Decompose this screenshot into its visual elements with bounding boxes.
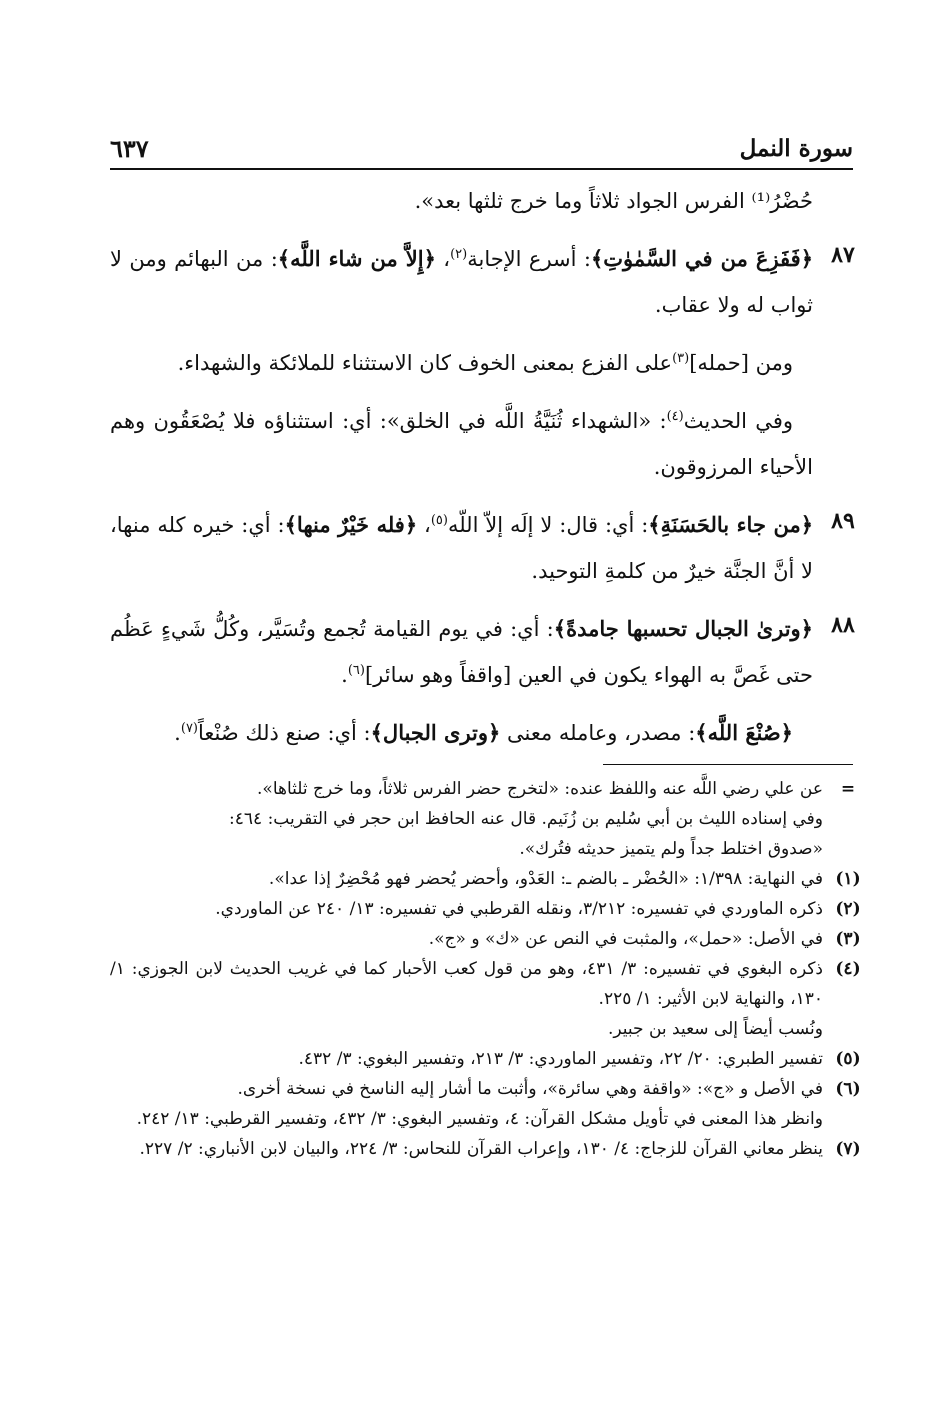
verse-number: ٨٧ [831, 242, 855, 268]
verse-block-87 [110, 236, 873, 328]
commentary-text: : من البهائم ومن لا ثواب له ولا عقاب. [110, 247, 813, 317]
footnote-text [110, 1074, 823, 1134]
footnote-6 [110, 1074, 873, 1134]
footnote-line: عن علي رضي اللَّه عنه واللفظ عنده: «لتخرج حضر الفرس ثلاثاً، وما خرج ثلثاها». [257, 779, 823, 799]
footnote-ref[interactable]: (٤) [666, 409, 684, 424]
footnote-number: (٥) [835, 1049, 861, 1069]
footnote-5 [110, 1044, 873, 1074]
footnote-line: وانظر هذا المعنى في تأويل مشكل القرآن: ٤، وتفسير البغوي: ٣/ ٤٣٢، وتفسير القرطبي: ١٣/ ٢٤٢. [136, 1109, 823, 1129]
paragraph-text: : أي: صنع ذلك صُنْعاً [198, 721, 371, 745]
separator-text: ، [417, 513, 431, 537]
footnote-ref[interactable]: (٧) [180, 721, 198, 736]
header-divider [110, 168, 853, 170]
footnote-text [110, 774, 823, 864]
commentary-paragraph [110, 340, 813, 386]
quran-quote: ﴿إِلاَّ من شاء اللَّه﴾ [277, 246, 436, 271]
commentary-text: : أي: قال: لا إلَه إلاّ اللّه [447, 513, 649, 537]
footnote-text [110, 924, 823, 954]
commentary-text: : أي: خيره كله منها، لا أنَّ الجنَّة خيرٌ من كلمةِ التوحيد. [110, 513, 813, 583]
paragraph-text: : «الشهداء ثُنَيَّةُ اللَّه في الخلق»: أي: استثناؤه فلا يُصْعَقُون وهم الأحياء المرزوقون. [110, 409, 813, 479]
footnote-ref[interactable]: (٦) [347, 663, 365, 678]
verse-commentary [110, 606, 813, 698]
footnote-line: تفسير الطبري: ٢٠/ ٢٢، وتفسير الماوردي: ٣/ ٢١٣، وتفسير البغوي: ٣/ ٤٣٢. [298, 1049, 823, 1069]
footnote-ref[interactable]: (٣) [672, 351, 690, 366]
paragraph-text: : مصدر، وعامله معنى [500, 721, 696, 745]
verse-number: ٨٩ [831, 508, 855, 534]
footnote-line: ينظر معاني القرآن للزجاج: ٤/ ١٣٠، وإعراب القرآن للنحاس: ٣/ ٢٢٤، والبيان لابن الأنباري: ٢/ ٢٢٧. [139, 1139, 823, 1159]
footnote-line: ذكره البغوي في تفسيره: ٣/ ٤٣١، وهو من قول كعب الأحبار كما في غريب الحديث لابن الجوزي: ١/ ١٣٠، والنهاية لابن الأثير: ١/ ٢٢٥. [110, 959, 823, 1009]
separator-text: ، [435, 247, 451, 271]
commentary-text: : أسرع الإجابة [467, 247, 591, 271]
verse-block-88 [110, 606, 873, 698]
footnote-ref[interactable]: (٢) [450, 247, 468, 262]
footnote-line: وفي إسناده الليث بن أبي سُليم بن زُنَيم. قال عنه الحافظ ابن حجر في التقريب: ٤٦٤: [229, 809, 823, 829]
footnote-number: (٢) [835, 899, 861, 919]
paragraph-text: على الفزع بمعنى الخوف كان الاستثناء للملائكة والشهداء. [177, 351, 673, 375]
paragraph-text: ومن [حمله] [689, 351, 793, 375]
commentary-text: : أي: في يوم القيامة تُجمع وتُسَيَّر، وكُلُّ شَيءٍ عَظُم حتى غَصَّ به الهواء يكون في العين [واقفاً وهو سائر] [110, 617, 813, 687]
verse-number: ٨٨ [831, 612, 855, 638]
footnote-number: (١) [835, 869, 861, 889]
footnote-3 [110, 924, 873, 954]
quran-quote: ﴿صُنْعَ اللَّه﴾ [695, 720, 793, 745]
footnote-line: ونُسب أيضاً إلى سعيد بن جبير. [608, 1019, 823, 1039]
quran-quote: ﴿فله خَيْرٌ منها﴾ [284, 512, 418, 537]
commentary-paragraph [110, 398, 813, 490]
page-number: ٦٣٧ [110, 133, 149, 163]
quran-quote: ﴿فَفَزِعَ من في السَّمٰوٰتِ﴾ [590, 246, 813, 271]
paragraph-text: . [174, 721, 181, 745]
footnote-text [110, 954, 823, 1044]
footnote-2 [110, 894, 873, 924]
footnote-line: «صدوق اختلط جداً ولم يتميز حديثه فتُرك». [519, 839, 823, 859]
verse-block-89 [110, 502, 873, 594]
continuation-paragraph [110, 178, 813, 224]
verse-commentary [110, 236, 813, 328]
footnote-text [110, 864, 823, 894]
paragraph-text: وفي الحديث [683, 409, 793, 433]
footnote-text [110, 894, 823, 924]
footnote-number: = [840, 779, 856, 799]
footnote-number: (٣) [835, 929, 861, 949]
page-header [110, 128, 853, 168]
verse-commentary [110, 502, 813, 594]
paragraph-text: حُضْرُ⁽¹⁾ الفرس الجواد ثلاثاً وما خرج ثلثها بعد». [414, 189, 813, 213]
footnote-text [110, 1044, 823, 1074]
footnote-number: (٤) [835, 959, 861, 979]
footnotes [110, 774, 873, 1164]
footnote-ref[interactable]: (٥) [430, 513, 448, 528]
footnote-number: (٦) [835, 1079, 861, 1099]
quran-quote: ﴿وترىٰ الجبال تحسبها جامدةً﴾ [553, 616, 813, 641]
commentary-paragraph [110, 710, 813, 756]
quran-quote: ﴿من جاء بالحَسَنَةِ﴾ [648, 512, 814, 537]
main-text [110, 178, 873, 768]
footnote-1 [110, 864, 873, 894]
footnotes-divider [603, 764, 853, 765]
commentary-text: . [341, 663, 348, 687]
footnote-7 [110, 1134, 873, 1164]
footnote-line: ذكره الماوردي في تفسيره: ٣/٢١٢، ونقله القرطبي في تفسيره: ١٣/ ٢٤٠ عن الماوردي. [215, 899, 823, 919]
footnote-text [110, 1134, 823, 1164]
surah-title: سورة النمل [739, 134, 853, 162]
footnote-continuation [110, 774, 873, 864]
footnote-4 [110, 954, 873, 1044]
footnote-line: في الأصل: «حمل»، والمثبت في النص عن «ك» و «ج». [428, 929, 823, 949]
quran-quote: ﴿وترى الجبال﴾ [370, 720, 501, 745]
footnote-line: في النهاية: ١/٣٩٨: «الحُضْر ـ بالضم ـ: العَدْو، وأحضر يُحضر فهو مُحْضِرٌ إذا عدا». [268, 869, 823, 889]
footnote-line: في الأصل و «ج»: «واقفة وهي سائرة»، وأثبت ما أشار إليه الناسخ في نسخة أخرى. [237, 1079, 823, 1099]
footnote-number: (٧) [835, 1139, 861, 1159]
